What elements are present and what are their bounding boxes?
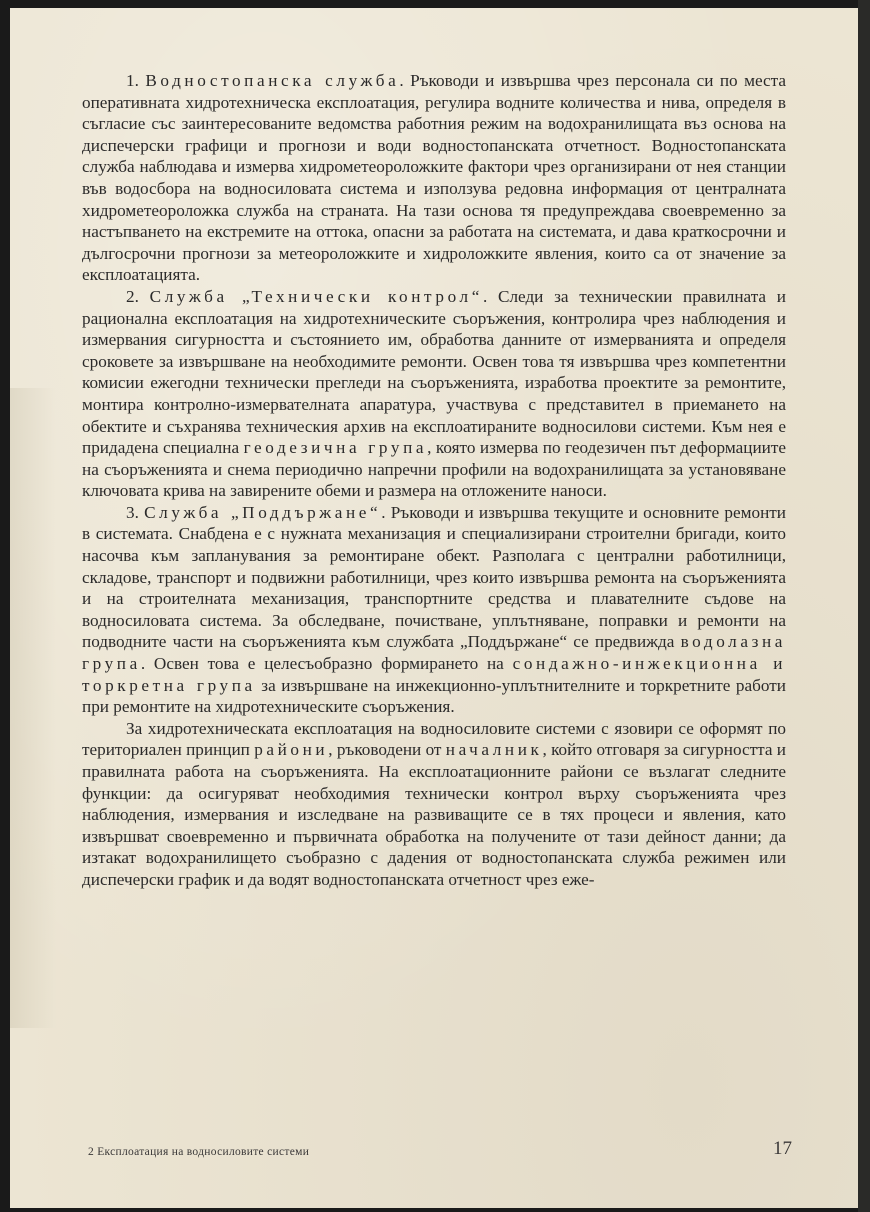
paragraph-2-title: Служба „Технически контрол“ — [149, 286, 483, 306]
paragraph-1 — [82, 70, 786, 286]
paragraph-4-text-3: , който отговаря за сигурността и правилната работа на съоръженията. На експлоатационните райони се възлагат следните функции: да осигуряват необходимия технически контрол върху съоръженията чрез наблюдения, измервания и изследване на развиващите се в тях процеси и явления, като извършват своевременно и първичната обработка на получените от тази дейност данни; да изтакат водохранилището съобразно с дадения от водностопанската служба режимен или диспечерски график и да водят водностопанската отчетност чрез еже- — [82, 740, 786, 889]
paragraph-1-title: Водностопанска служба — [145, 71, 400, 90]
footer-signature-note: 2 Експлоатация на водносиловите системи — [88, 1146, 310, 1158]
paragraph-2 — [82, 286, 786, 502]
document-page — [10, 8, 858, 1208]
paragraph-4-term-2: началник — [445, 740, 543, 760]
paragraph-4-text-1: За хидротехническата експлоатация на водносиловите системи с язовири се оформят по териториален принцип — [82, 718, 786, 760]
page-stain — [10, 388, 56, 1028]
paragraph-2-text-1: . Следи за техническии правилната и рационална експлоатация на хидротехническите съоръжения, контролира чрез наблюдения и измервания сигурността и състоянието им, обработва данните от измерванията и определя сроковете за извършване на необходимите ремонти. Освен това тя извършва чрез компетентни комисии ежегодни технически прегледи на съоръженията, изработва проектите за ремонтите, монтира контролно-измервателната апаратура, участвува с представител в приемането на обектите и съхранява техническия архив на експлоатираните водносилови системи. Към нея е придадена специална — [82, 286, 787, 458]
paragraph-3-number: 3. — [126, 502, 145, 522]
paragraph-4-term-1: райони — [254, 740, 329, 760]
paragraph-2-number: 2. — [126, 286, 150, 306]
paragraph-3-text-1: . Ръководи и извършва текущите и основните ремонти в системата. Снабдена е с нужната механизация и специализирани строителни бригади, които насочва към запланувания за ремонтиране обект. Разполага с централни работилници, складове, транспорт и подвижни работилници, чрез които извършва ремонта на съоръженията и на строителната механизация, транспортните средства и плавателните съдове на водносиловата система. За обследване, почистване, уплътняване, поправки и ремонти на подводните части на съоръженията към службата „Поддържане“ се предвижда — [82, 502, 787, 652]
paragraph-3-term-2: сондажно-инжекционна и торкретна група — [82, 654, 787, 695]
page-footer — [88, 1138, 792, 1166]
body-text — [82, 70, 786, 891]
paragraph-1-number: 1. — [126, 71, 146, 90]
paragraph-2-text-2: , която измерва по геодезичен път деформациите на съоръженията и снема периодично напречни профили на водохранилищата за установяване ключовата крива на завирените обеми и размера на отложените наноси. — [82, 438, 787, 501]
paragraph-3-term-1: водолазна група — [82, 632, 786, 674]
page-number: 17 — [773, 1138, 792, 1159]
book-spine-edge — [858, 0, 870, 1212]
paragraph-3 — [82, 502, 786, 718]
paragraph-4 — [82, 718, 786, 891]
paragraph-2-group-term: геодезична група — [243, 438, 428, 458]
paragraph-3-text-2: . Освен това е целесъобразно формирането на — [140, 654, 513, 674]
paragraph-1-text: . Ръководи и извършва чрез персонала си по места оперативната хидротехническа експлоатация, регулира водните количества и нива, определя в съгласие със заинтересованите ведомства работния режим на водохранилищата въз основа на диспечерски графици и прогнози и води водностопанската отчетност. Водностопанската служба наблюдава и измерва хидрометеороложките фактори чрез организирани от нея станции във водосбора на водносиловата система и използува редовна информация от централната хидрометеороложка служба на страната. На тази основа тя предупреждава своевременно за настъпването на екстремите на оттока, опасни за работата на системата, и дава краткосрочни и дългосрочни прогнози за метеороложките и хидроложките явления, които са от значение за експлоатацията. — [82, 71, 786, 285]
paragraph-4-text-2: , ръководени от — [328, 740, 446, 760]
paragraph-3-title: Служба „Поддържане“ — [144, 502, 382, 522]
paragraph-3-text-3: за извършване на инжекционно-уплътнителните и торкретните работи при ремонтите на хидротехническите съоръжения. — [82, 675, 786, 717]
